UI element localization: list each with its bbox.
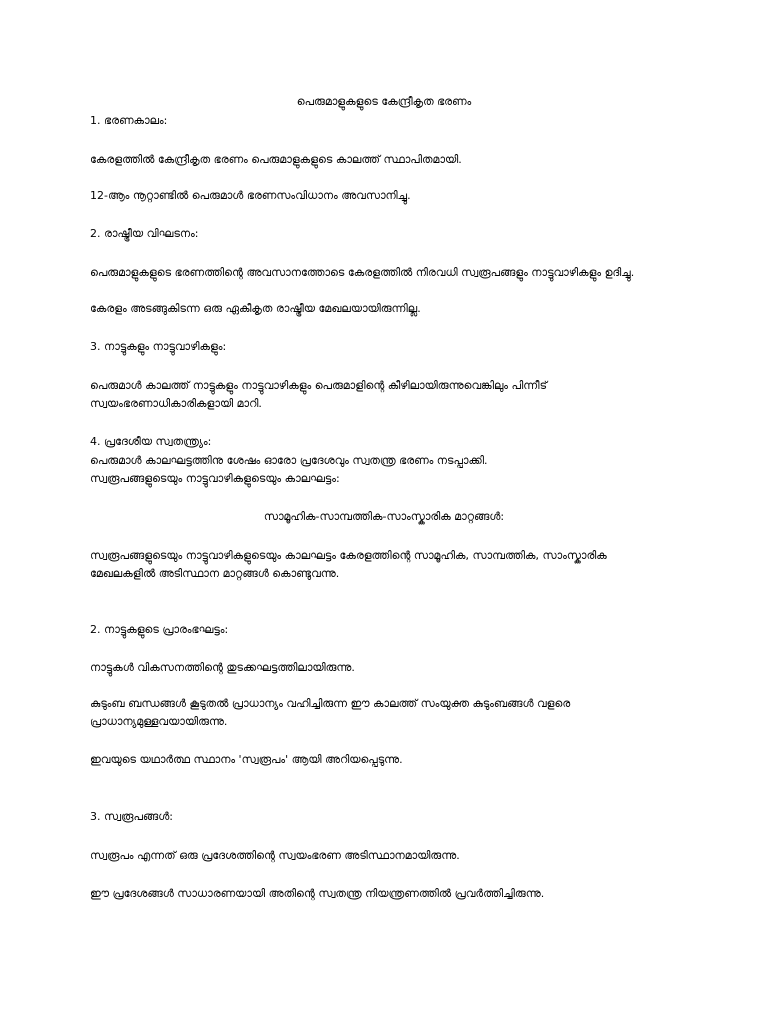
paragraph-line: ഇവയുടെ യഥാർത്ഥ സ്ഥാനം 'സ്വരൂപം' ആയി അറിയപ്പെടുന്നു. <box>90 753 403 766</box>
paragraph-line: പെരുമാളുകളുടെ ഭരണത്തിന്റെ അവസാനത്തോടെ കേരളത്തിൽ നിരവധി സ്വരൂപങ്ങളും നാട്ടുവാഴികളും ഉദിച്ചു. <box>90 266 635 279</box>
paragraph-line: സ്വരൂപങ്ങളുടെയും നാട്ടുവാഴികളുടെയും കാലഘട്ടം: <box>90 472 340 485</box>
paragraph-line: കുടുംബ ബന്ധങ്ങൾ കൂടുതൽ പ്രാധാന്യം വഹിച്ചിരുന്ന ഈ കാലത്ത് സംയുക്ത കുടുംബങ്ങൾ വളരെ <box>90 697 571 710</box>
section-heading: 1. ഭരണകാലം: <box>90 114 168 127</box>
paragraph-line: മേഖലകളിൽ അടിസ്ഥാന മാറ്റങ്ങൾ കൊണ്ടുവന്നു. <box>90 567 340 580</box>
document-title: പെരുമാളുകളുടെ കേന്ദ്രീകൃത ഭരണം <box>296 95 472 108</box>
paragraph-line: ഈ പ്രദേശങ്ങൾ സാധാരണയായി അതിന്റെ സ്വതന്ത്ര നിയന്ത്രണത്തിൽ പ്രവർത്തിച്ചിരുന്നു. <box>90 887 545 900</box>
paragraph-line: സ്വരൂപം എന്നത് ഒരു പ്രദേശത്തിന്റെ സ്വയംഭരണ അടിസ്ഥാനമായിരുന്നു. <box>90 849 460 862</box>
section-heading: 3. നാട്ടുകളും നാട്ടുവാഴികളും: <box>90 340 227 353</box>
section-heading: 4. പ്രദേശീയ സ്വതന്ത്ര്യം: <box>90 435 212 448</box>
section-subtitle: സാമൂഹിക-സാമ്പത്തിക-സാംസ്കാരിക മാറ്റങ്ങൾ: <box>263 510 505 523</box>
section-heading: 2. നാട്ടുകളുടെ പ്രാരംഭഘട്ടം: <box>90 623 229 636</box>
section-heading: 2. രാഷ്ട്രീയ വിഘടനം: <box>90 227 199 240</box>
paragraph-line: പെരുമാൾ കാലത്ത് നാട്ടുകളും നാട്ടുവാഴികളും പെരുമാളിന്റെ കീഴിലായിരുന്നുവെങ്കിലും പിന്നീട് <box>90 379 548 392</box>
paragraph-line: സ്വരൂപങ്ങളുടെയും നാട്ടുവാഴികളുടെയും കാലഘട്ടം കേരളത്തിന്റെ സാമൂഹിക, സാമ്പത്തിക, സാംസ്കാരിക <box>90 549 607 562</box>
paragraph-line: പ്രാധാന്യമുള്ളവയായിരുന്നു. <box>90 715 228 728</box>
paragraph-line: നാട്ടുകൾ വികസനത്തിന്റെ തുടക്കഘട്ടത്തിലായിരുന്നു. <box>90 661 355 674</box>
paragraph-line: കേരളത്തിൽ കേന്ദ്രീകൃത ഭരണം പെരുമാളുകളുടെ കാലത്ത് സ്ഥാപിതമായി. <box>90 153 462 166</box>
paragraph-line: 12-ആം നൂറ്റാണ്ടിൽ പെരുമാൾ ഭരണസംവിധാനം അവസാനിച്ചു. <box>90 189 411 202</box>
paragraph-line: സ്വയംഭരണാധികാരികളായി മാറി. <box>90 397 262 410</box>
paragraph-line: കേരളം അടങ്ങുകിടന്ന ഒരു ഏകീകൃത രാഷ്ട്രീയ മേഖലയായിരുന്നില്ല. <box>90 302 421 315</box>
paragraph-line: പെരുമാൾ കാലഘട്ടത്തിനു ശേഷം ഓരോ പ്രദേശവും സ്വതന്ത്ര ഭരണം നടപ്പാക്കി. <box>90 454 488 467</box>
section-heading: 3. സ്വരൂപങ്ങൾ: <box>90 810 173 823</box>
